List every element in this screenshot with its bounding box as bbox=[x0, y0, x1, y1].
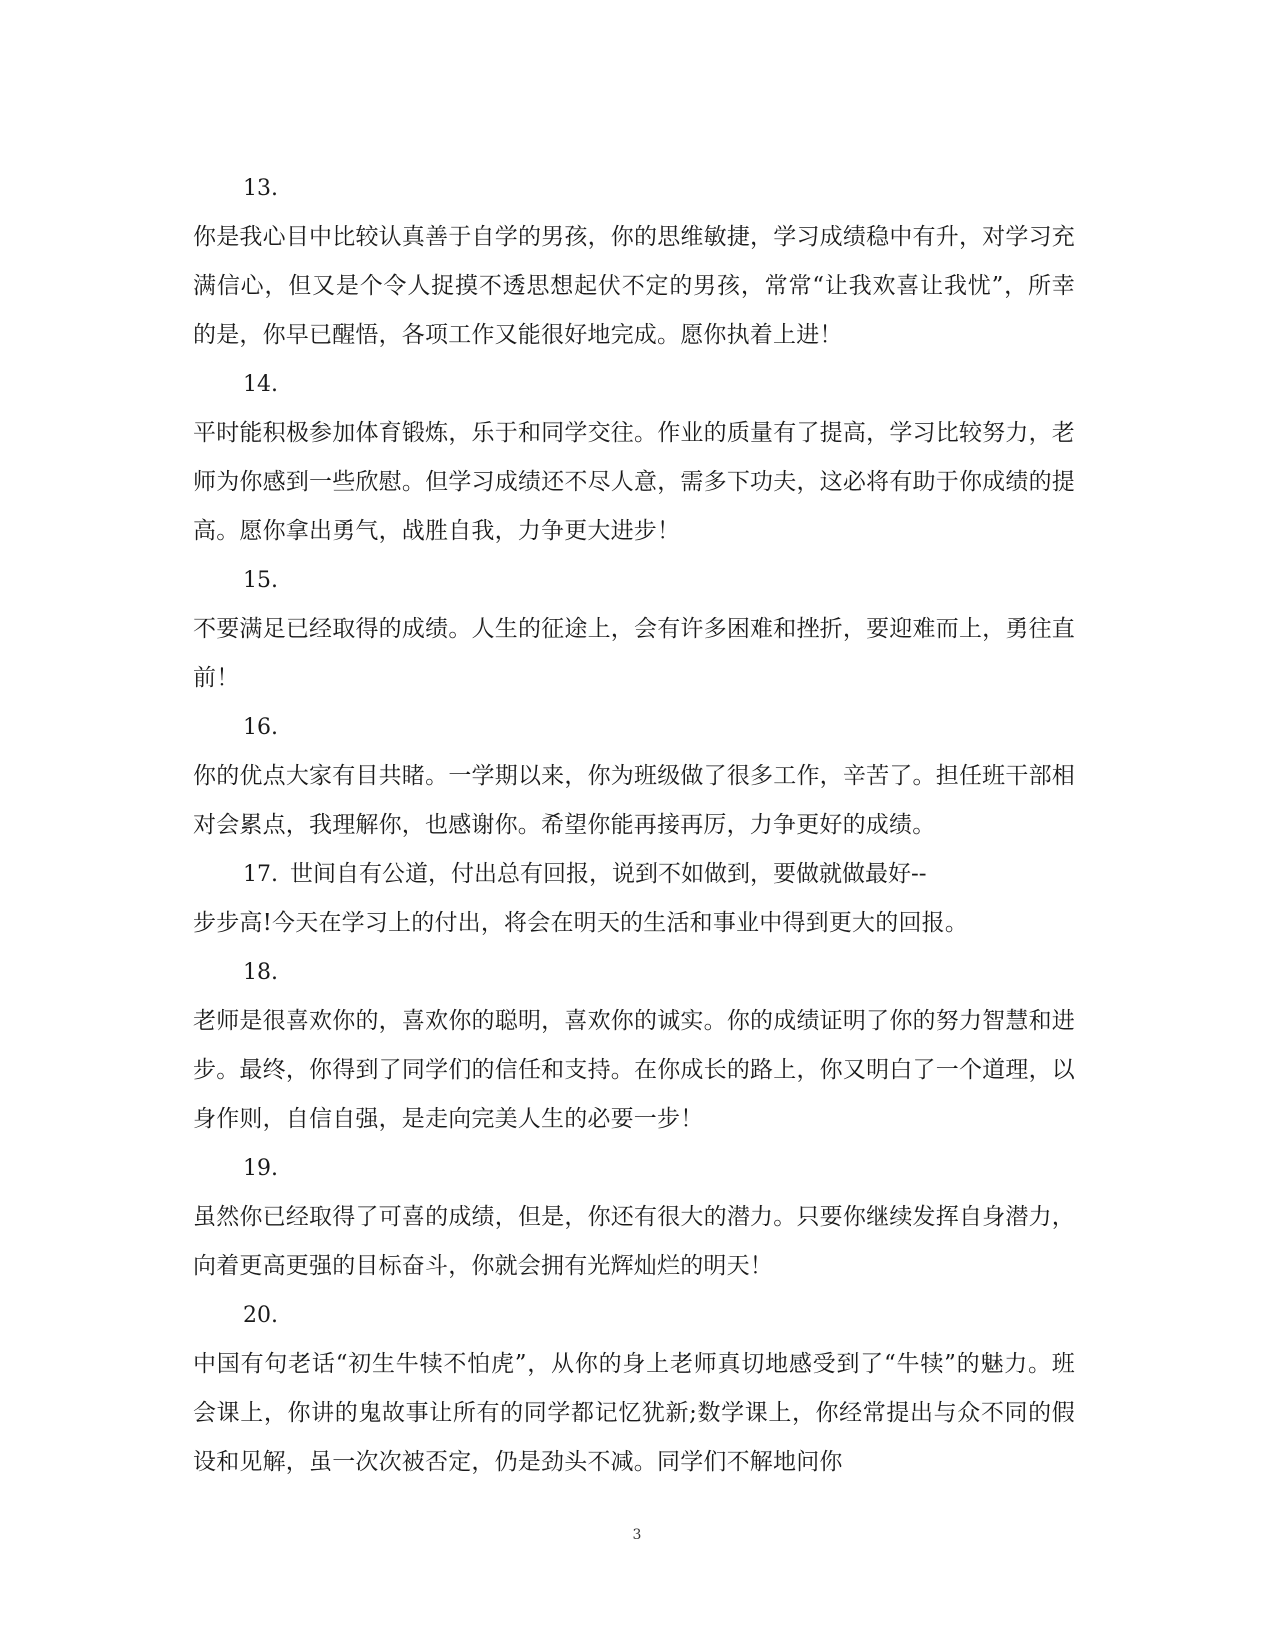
page-number: 3 bbox=[632, 1527, 642, 1543]
entry-text: 老师是很喜欢你的，喜欢你的聪明，喜欢你的诚实。你的成绩证明了你的努力智慧和进步。最终，你得到了同学们的信任和支持。在你成长的路上，你又明白了一个道理，以身作则，自信自强，是走向完美人生的必要一步！ bbox=[193, 1008, 1075, 1132]
entry-number: 17. bbox=[243, 862, 278, 887]
entry-text: 平时能积极参加体育锻炼，乐于和同学交往。作业的质量有了提高，学习比较努力，老师为你感到一些欣慰。但学习成绩还不尽人意，需多下功夫，这必将有助于你成绩的提高。愿你拿出勇气，战胜自我，力争更大进步！ bbox=[193, 420, 1075, 544]
entry-number: 16. bbox=[243, 715, 278, 740]
entry-text: 中国有句老话“初生牛犊不怕虎”，从你的身上老师真切地感受到了“牛犊”的魅力。班会课上，你讲的鬼故事让所有的同学都记忆犹新;数学课上，你经常提出与众不同的假设和见解，虽一次次被否定，仍是劲头不减。同学们不解地问你 bbox=[193, 1351, 1075, 1475]
entry-13 bbox=[193, 164, 1075, 360]
entry-text: 你是我心目中比较认真善于自学的男孩，你的思维敏捷，学习成绩稳中有升，对学习充满信心，但又是个令人捉摸不透思想起伏不定的男孩，常常“让我欢喜让我忧”，所幸的是，你早已醒悟，各项工作又能很好地完成。愿你执着上进！ bbox=[193, 224, 1075, 348]
entry-number: 18. bbox=[243, 960, 278, 985]
entry-first-line bbox=[193, 850, 1075, 899]
entry-number: 14. bbox=[243, 372, 278, 397]
entry-text: 你的优点大家有目共睹。一学期以来，你为班级做了很多工作，辛苦了。担任班干部相对会累点，我理解你，也感谢你。希望你能再接再厉，力争更好的成绩。 bbox=[193, 763, 1075, 838]
entry-18 bbox=[193, 948, 1075, 1144]
entry-text: 虽然你已经取得了可喜的成绩，但是，你还有很大的潜力。只要你继续发挥自身潜力，向着更高更强的目标奋斗，你就会拥有光辉灿烂的明天！ bbox=[193, 1204, 1075, 1279]
entry-14 bbox=[193, 360, 1075, 556]
entry-17 bbox=[193, 850, 1075, 948]
entry-15 bbox=[193, 556, 1075, 703]
entry-number: 20. bbox=[243, 1303, 278, 1328]
entry-number: 19. bbox=[243, 1156, 278, 1181]
entry-text-first: 世间自有公道，付出总有回报，说到不如做到，要做就做最好-- bbox=[290, 861, 927, 887]
entry-16 bbox=[193, 703, 1075, 850]
entry-text: 不要满足已经取得的成绩。人生的征途上，会有许多困难和挫折，要迎难而上，勇往直前！ bbox=[193, 616, 1075, 691]
entry-20 bbox=[193, 1291, 1075, 1487]
entry-number: 15. bbox=[243, 568, 278, 593]
document-body bbox=[193, 164, 1075, 1487]
entry-number: 13. bbox=[243, 176, 278, 201]
entry-19 bbox=[193, 1144, 1075, 1291]
entry-text-rest: 步步高!今天在学习上的付出，将会在明天的生活和事业中得到更大的回报。 bbox=[193, 910, 969, 936]
